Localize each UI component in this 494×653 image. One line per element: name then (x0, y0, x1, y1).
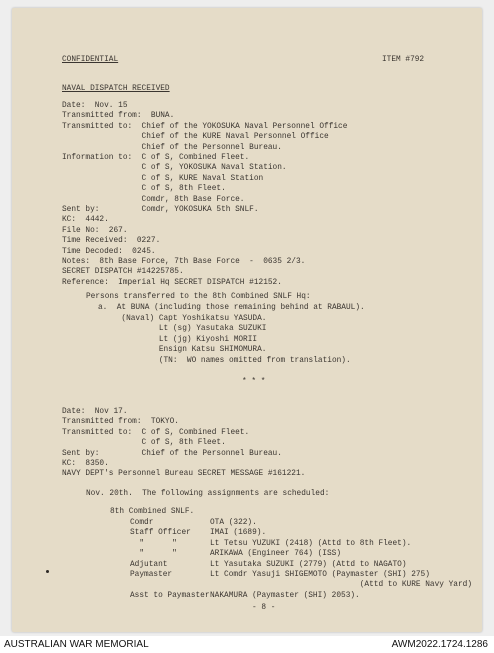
document-line: Chief of the Personnel Bureau. (62, 143, 282, 152)
assignment-person: Lt Comdr Yasuji SHIGEMOTO (Paymaster (SHI) 275) (210, 571, 430, 579)
assignment-role: Asst to Paymaster (130, 591, 210, 600)
document-line: SECRET DISPATCH #14225785. (62, 268, 184, 277)
document-line: Chief of the KURE Naval Personnel Office (62, 133, 329, 142)
document-line: Information to: C of S, Combined Fleet. (62, 154, 250, 162)
footer-source: AUSTRALIAN WAR MEMORIAL (4, 639, 149, 650)
schedule-intro: Nov. 20th. The following assignments are scheduled: (86, 490, 330, 498)
item-number: ITEM #792 (382, 56, 425, 64)
document-line: (TN: WO names omitted from translation). (98, 357, 351, 365)
document-line: Lt (jg) Kiyoshi MORII (98, 335, 258, 344)
unit-name: 8th Combined SNLF. (110, 508, 195, 516)
dispatch-heading: NAVAL DISPATCH RECEIVED (62, 85, 170, 93)
assignment-person: Lt Yasutaka SUZUKI (2779) (Attd to NAGATO) (210, 560, 407, 569)
document-line: Reference: Imperial Hq SECRET DISPATCH #12152. (62, 278, 282, 287)
footer-reference: AWM2022.1724.1286 (391, 639, 488, 650)
assignment-person: Lt Tetsu YUZUKI (2418) (Attd to 8th Fleet). (210, 539, 412, 548)
footer-bar (0, 636, 494, 653)
assignment-person: IMAI (1689). (210, 529, 267, 538)
document-line: Comdr, 8th Base Force. (62, 195, 245, 204)
document-line: NAVY DEPT's Personnel Bureau SECRET MESSAGE #161221. (62, 470, 306, 479)
section-separator: * * * (242, 378, 266, 386)
document-line: File No: 267. (62, 226, 128, 235)
document-line: (Naval) Capt Yoshikatsu YASUDA. (98, 314, 267, 323)
assignment-role: Staff Officer (130, 529, 191, 538)
document-line: Date: Nov. 15 (62, 102, 128, 110)
assignment-role: " " (130, 550, 177, 559)
document-line: Lt (sg) Yasutaka SUZUKI (98, 325, 267, 334)
assignment-role: Adjutant (130, 560, 168, 569)
document-page (12, 8, 482, 632)
assignment-person: OTA (322). (210, 519, 257, 527)
document-line: KC: 4442. (62, 216, 109, 225)
document-line: KC: 8350. (62, 460, 109, 468)
document-line: Transmitted from: TOKYO. (62, 418, 179, 427)
assignment-role: Paymaster (130, 571, 173, 579)
document-line: C of S, 8th Fleet. (62, 185, 226, 194)
assignment-person: NAKAMURA (Paymaster (SHI) 2053). (210, 591, 360, 600)
document-line: Date: Nov 17. (62, 408, 128, 416)
document-line: Notes: 8th Base Force, 7th Base Force - 0635 2/3. (62, 258, 306, 266)
assignment-role: Comdr (130, 519, 154, 527)
assignment-person: (Attd to KURE Navy Yard) (210, 581, 473, 590)
page-number: - 8 - (252, 604, 276, 612)
assignment-person: ARIKAWA (Engineer 764) (ISS) (210, 550, 342, 559)
document-line: Ensign Katsu SHIMOMURA. (98, 346, 267, 355)
classification-label: CONFIDENTIAL (62, 56, 119, 64)
document-line: Transmitted to: C of S, Combined Fleet. (62, 428, 250, 437)
ink-mark (46, 570, 49, 573)
document-line: Transmitted to: Chief of the YOKOSUKA Naval Personnel Office (62, 122, 348, 131)
persons-intro: Persons transferred to the 8th Combined SNLF Hq: (86, 293, 311, 301)
document-line: Transmitted from: BUNA. (62, 112, 175, 121)
document-line: Time Received: 0227. (62, 237, 161, 246)
document-line: Sent by: Chief of the Personnel Bureau. (62, 449, 282, 458)
document-line: a. At BUNA (including those remaining behind at RABAUL). (98, 304, 365, 312)
document-line: Sent by: Comdr, YOKOSUKA 5th SNLF. (62, 206, 259, 214)
document-line: C of S, KURE Naval Station (62, 174, 264, 183)
document-line: C of S, 8th Fleet. (62, 439, 226, 448)
document-line: Time Decoded: 0245. (62, 247, 156, 256)
document-line: C of S, YOKOSUKA Naval Station. (62, 164, 287, 173)
assignment-role: " " (130, 539, 177, 548)
